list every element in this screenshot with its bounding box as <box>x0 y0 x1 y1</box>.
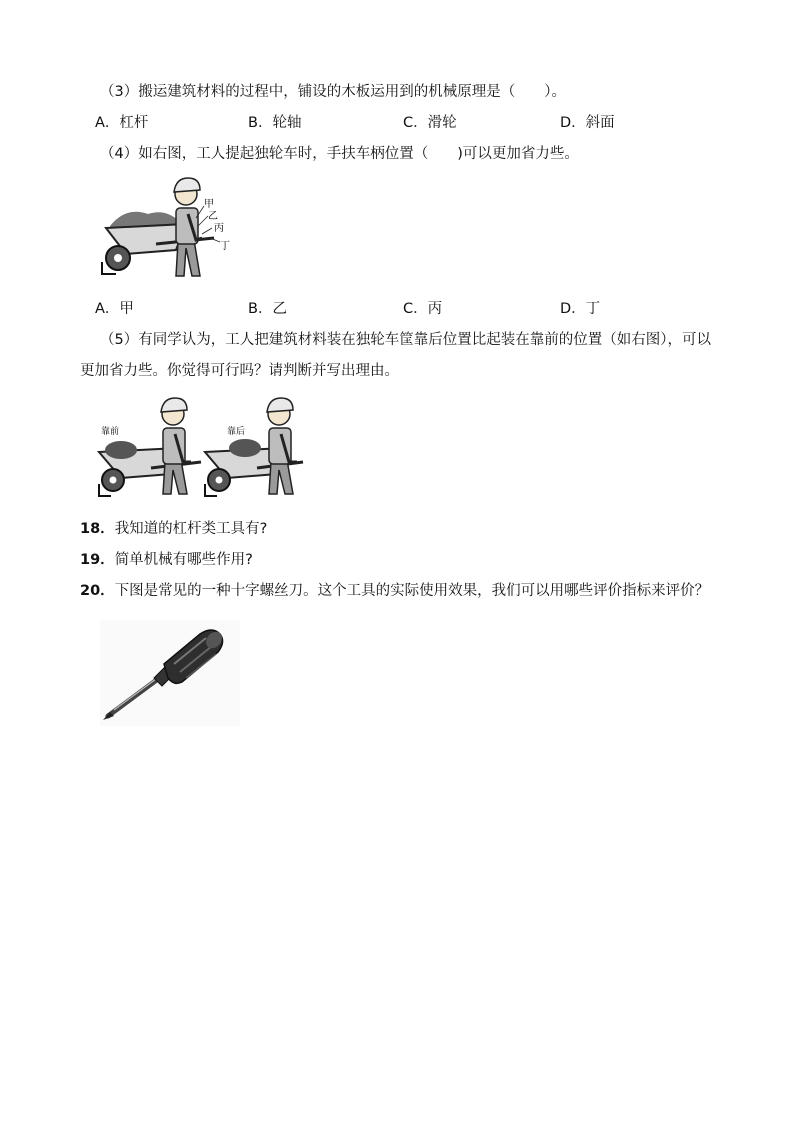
label-bing: 丙 <box>214 223 224 234</box>
q18-text: 我知道的杠杆类工具有? <box>114 521 268 537</box>
q3-stem: （3）搬运建筑材料的过程中，铺设的木板运用到的机械原理是（ ）。 <box>100 84 566 100</box>
q3-option-c: C．滑轮 <box>403 115 457 131</box>
q19-number: 19． <box>80 552 115 568</box>
q3-option-b: B．轮轴 <box>248 115 302 131</box>
q20-text: 下图是常见的一种十字螺丝刀。这个工具的实际使用效果，我们可以用哪些评价指标来评价？ <box>114 583 710 599</box>
q3-option-a: A．杠杆 <box>95 115 149 131</box>
q20 <box>80 581 709 601</box>
label-kaohou: 靠后 <box>227 427 246 437</box>
label-jia: 甲 <box>204 199 214 210</box>
label-yi: 乙 <box>208 211 218 222</box>
label-kaoqian: 靠前 <box>101 427 120 437</box>
q3-option-d: D．斜面 <box>560 115 615 131</box>
label-ding: 丁 <box>220 241 230 252</box>
q5-wheelbarrow-comparison-figure <box>95 390 310 502</box>
q18 <box>80 519 267 539</box>
front-back-load-illustration <box>95 390 310 502</box>
q4-wheelbarrow-figure <box>96 170 246 285</box>
q4-option-b: B．乙 <box>248 301 287 317</box>
q5-stem-line2: 更加省力些。你觉得可行吗？请判断并写出理由。 <box>80 363 399 379</box>
q4-option-d: D．丁 <box>560 301 601 317</box>
q19-text: 简单机械有哪些作用? <box>114 552 253 568</box>
q4-stem: （4）如右图，工人提起独轮车时，手扶车柄位置（ )可以更加省力些。 <box>100 146 579 162</box>
worker-wheelbarrow-illustration <box>96 170 246 285</box>
phillips-screwdriver-illustration <box>100 620 240 726</box>
q5-stem-line1: （5）有同学认为，工人把建筑材料装在独轮车筐靠后位置比起装在靠前的位置（如右图），可以 <box>100 332 711 348</box>
q4-option-a: A．甲 <box>95 301 134 317</box>
q4-option-c: C．丙 <box>403 301 443 317</box>
q19 <box>80 550 253 570</box>
q20-screwdriver-figure <box>100 620 240 726</box>
q20-number: 20． <box>80 583 115 599</box>
q18-number: 18． <box>80 521 115 537</box>
